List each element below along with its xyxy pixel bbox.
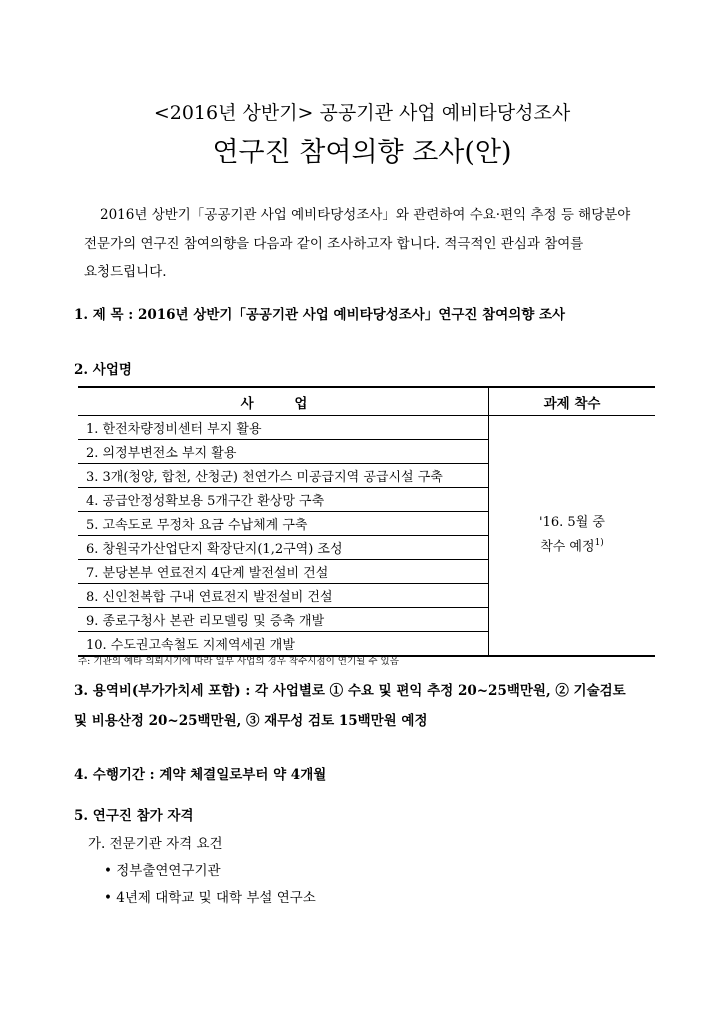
table-row [78,416,655,440]
project-name: 10. 수도권고속철도 지제역세권 개발 [78,632,489,657]
qualification-bullet: • 정부출연연구기관 [104,863,221,879]
start-schedule-line-2: 착수 예정 [540,539,595,555]
document-title: 연구진 참여의향 조사(안) [212,137,512,168]
project-name: 6. 창원국가산업단지 확장단지(1,2구역) 조성 [78,536,489,560]
table-header-row [78,387,655,416]
section-2-heading: 2. 사업명 [74,362,132,378]
project-name: 7. 분당본부 연료전지 4단계 발전설비 건설 [78,560,489,584]
project-name: 4. 공급안정성확보용 5개구간 환상망 구축 [78,488,489,512]
section-4-title: 4. 수행기간 : 계약 체결일로부터 약 4개월 [74,767,327,783]
project-name: 8. 신인천복합 구내 연료전지 발전설비 건설 [78,584,489,608]
footnote-marker: 1) [594,538,604,549]
section-5-subheading: 가. 전문기관 자격 요건 [88,836,223,852]
project-name: 9. 종로구청사 본관 리모델링 및 증축 개발 [78,608,489,632]
intro-line-2: 전문가의 연구진 참여의향을 다음과 같이 조사하고자 합니다. 적극적인 관심과 참여를 [84,236,584,252]
project-name: 3. 3개(청양, 합천, 산청군) 천연가스 미공급지역 공급시설 구축 [78,464,489,488]
section-1-title: 1. 제 목 : 2016년 상반기「공공기관 사업 예비타당성조사」연구진 참여의향 조사 [74,307,566,323]
intro-line-3: 요청드립니다. [84,264,167,280]
section-5-heading: 5. 연구진 참가 자격 [74,808,194,824]
project-name: 2. 의정부변전소 부지 활용 [78,440,489,464]
section-3-line-2: 및 비용산정 20~25백만원, ③ 재무성 검토 15백만원 예정 [74,713,428,729]
table-footnote: 주: 기관의 예타 의뢰시기에 따라 일부 사업의 경우 착수시점이 연기될 수 있음 [78,656,399,667]
project-name: 5. 고속도로 무정차 요금 수납체계 구축 [78,512,489,536]
intro-line-1: 2016년 상반기「공공기관 사업 예비타당성조사」와 관련하여 수요·편익 추정 등 해당분야 [100,207,631,223]
project-table [78,386,655,657]
column-header-project: 사 업 [78,387,489,416]
start-schedule-cell [489,416,656,657]
document-subtitle: <2016년 상반기> 공공기관 사업 예비타당성조사 [153,102,571,124]
qualification-bullet: • 4년제 대학교 및 대학 부설 연구소 [104,890,316,906]
section-3-line-1: 3. 용역비(부가가치세 포함) : 각 사업별로 ① 수요 및 편익 추정 20~25백만원, ② 기술검토 [74,683,626,699]
project-name: 1. 한전차량정비센터 부지 활용 [78,416,489,440]
column-header-start: 과제 착수 [489,387,656,416]
start-schedule-line-1: '16. 5월 중 [539,515,605,531]
